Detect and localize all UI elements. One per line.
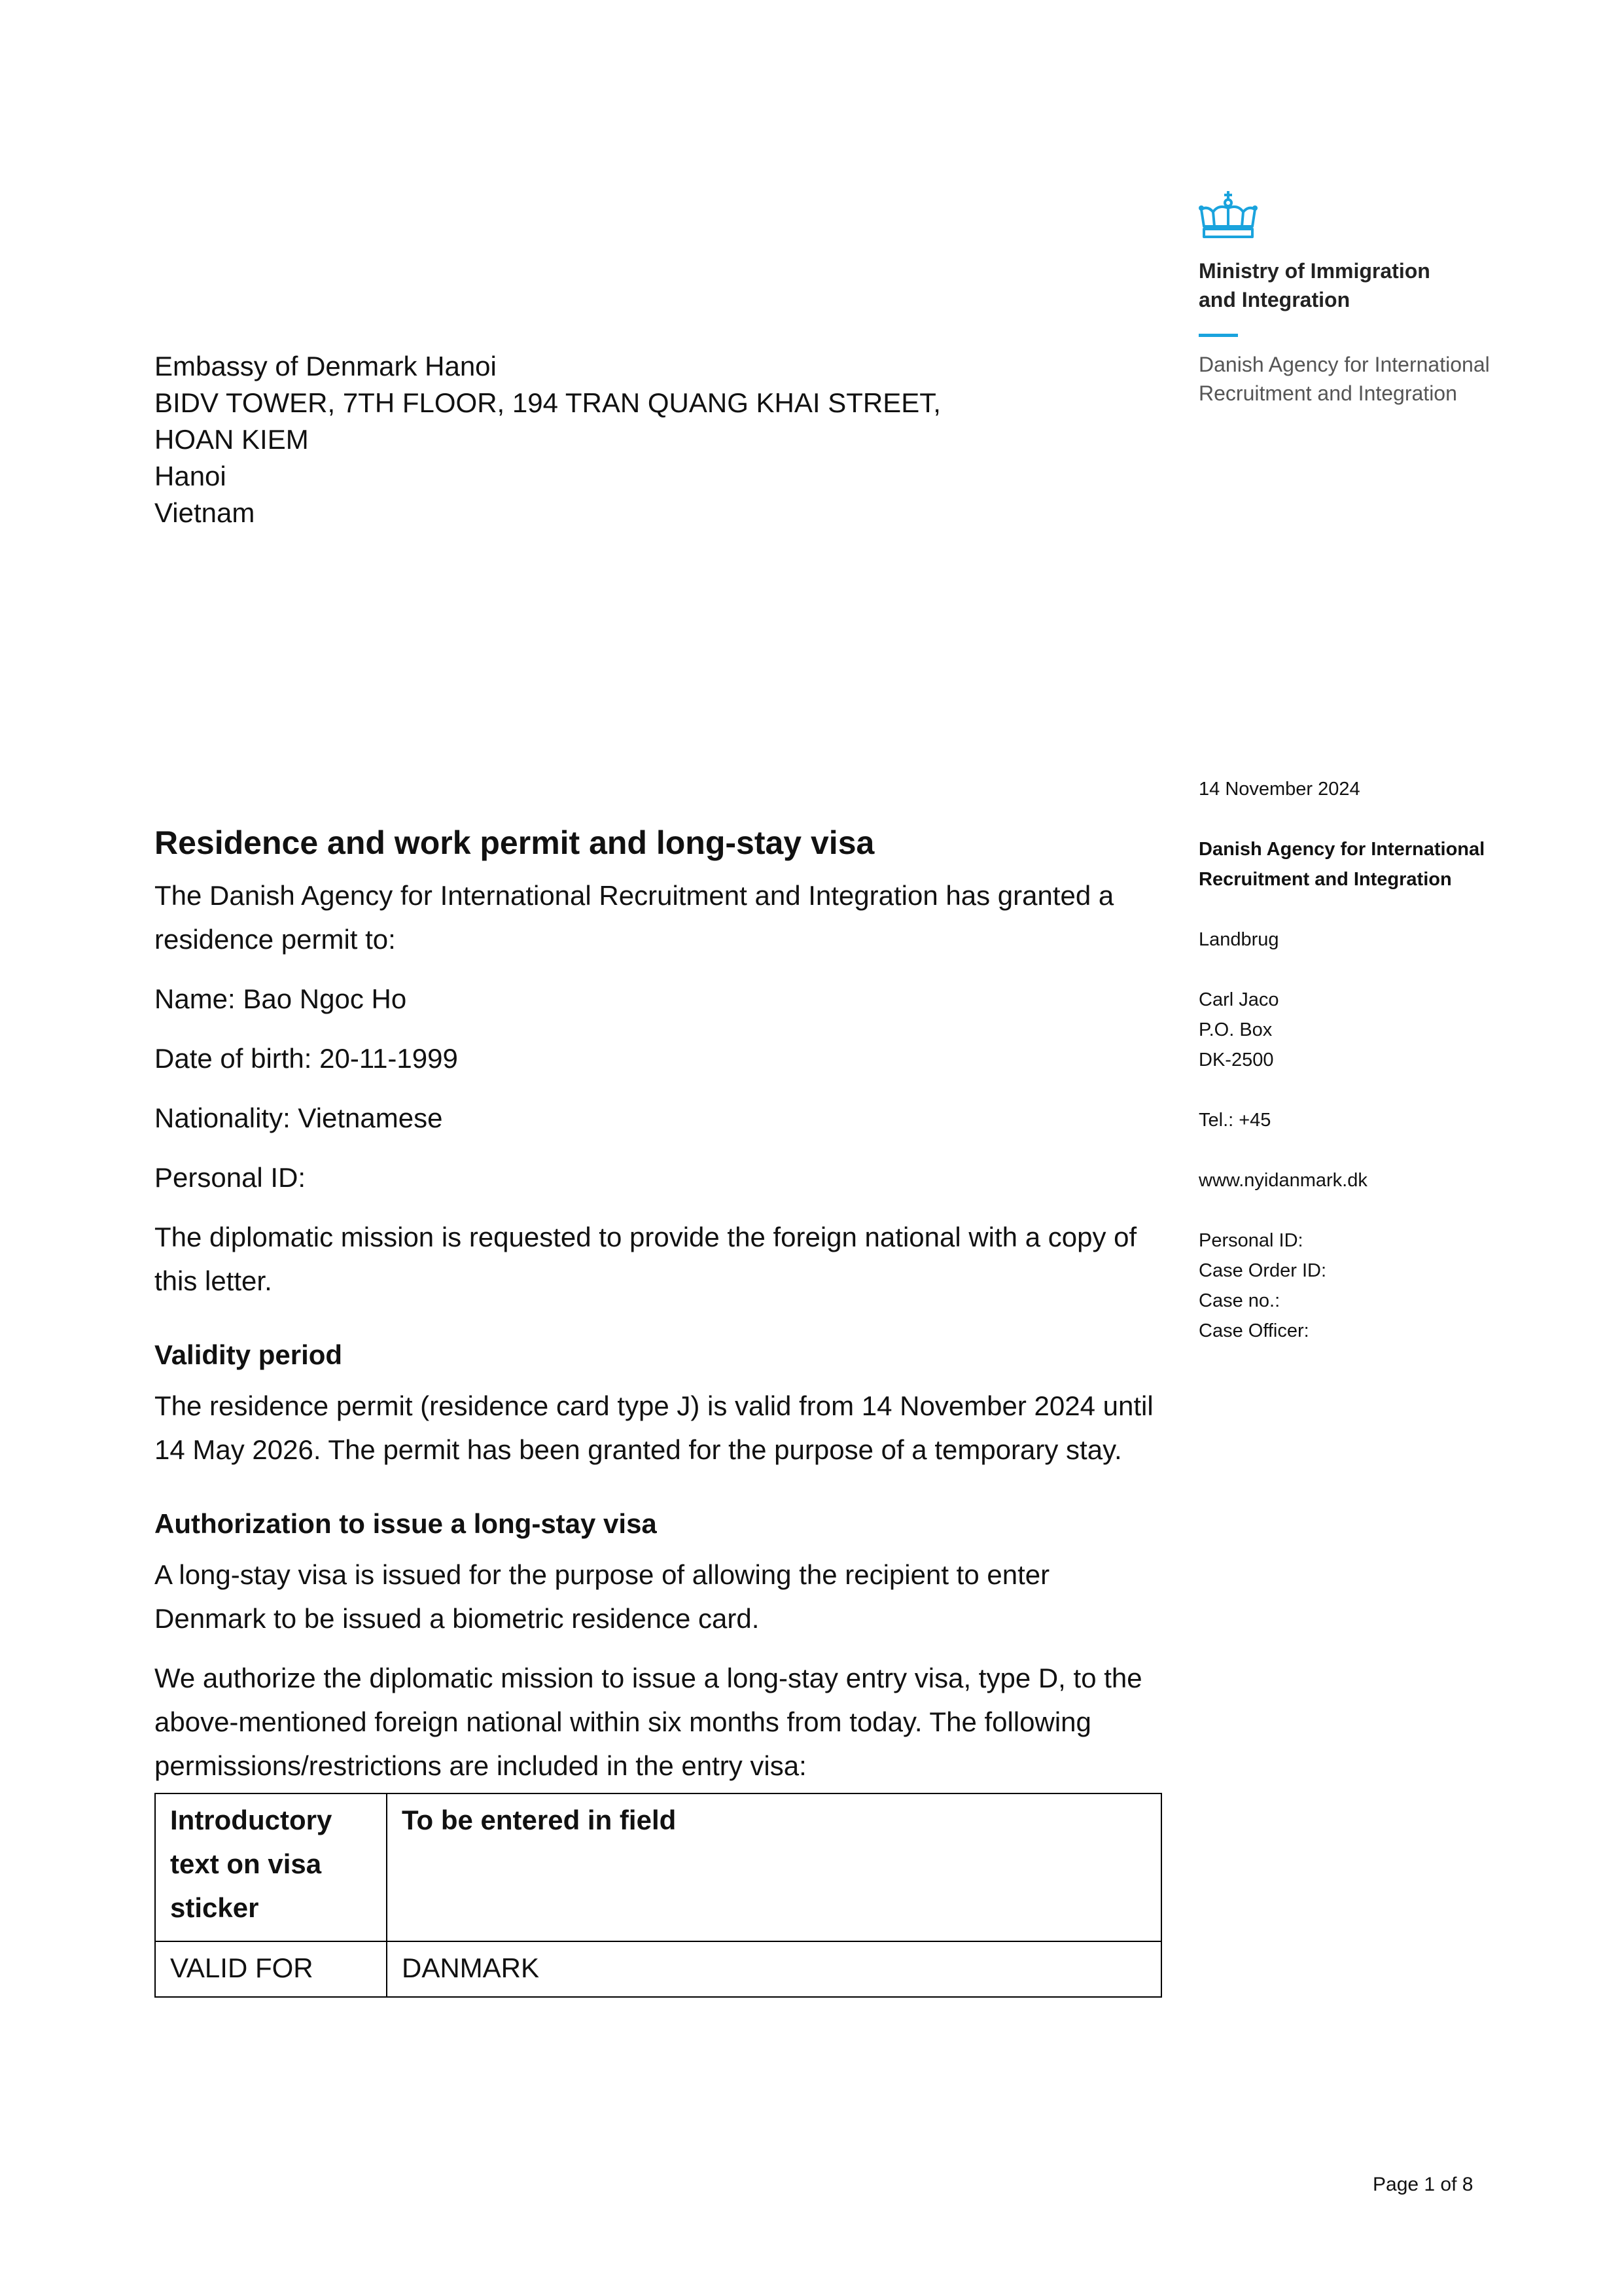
visa-sticker-table xyxy=(154,1793,1162,1998)
table-header-cell: To be entered in field xyxy=(387,1793,1161,1941)
sender-info-sidebar xyxy=(1199,774,1565,1346)
sidebar-case-officer: Case Officer: xyxy=(1199,1320,1309,1341)
sender-agency-line2: Recruitment and Integration xyxy=(1199,869,1452,890)
request-paragraph: The diplomatic mission is requested to provide the foreign national with a copy of this letter. xyxy=(154,1222,1137,1296)
applicant-date-of-birth: Date of birth: 20-11-1999 xyxy=(154,1043,458,1074)
recipient-line: Embassy of Denmark Hanoi xyxy=(154,351,497,381)
recipient-line: BIDV TOWER, 7TH FLOOR, 194 TRAN QUANG KHAI STREET, xyxy=(154,387,941,418)
page-number: Page 1 of 8 xyxy=(1373,2174,1474,2195)
table-cell: VALID FOR xyxy=(155,1941,387,1997)
ministry-logo xyxy=(1199,190,1539,408)
recipient-line: HOAN KIEM xyxy=(154,424,309,455)
recipient-line: Vietnam xyxy=(154,497,255,528)
agency-name-line2: Recruitment and Integration xyxy=(1199,381,1457,405)
sender-address-line: P.O. Box xyxy=(1199,1019,1273,1040)
sender-address-line: Carl Jaco xyxy=(1199,989,1279,1010)
sender-website-link[interactable]: www.nyidanmark.dk xyxy=(1199,1170,1368,1191)
table-header-cell: Introductory text on visa sticker xyxy=(155,1793,387,1941)
applicant-nationality: Nationality: Vietnamese xyxy=(154,1103,443,1133)
sidebar-case-no: Case no.: xyxy=(1199,1290,1280,1311)
letter-body xyxy=(154,821,1162,1998)
agency-name xyxy=(1199,350,1539,408)
letter-title: Residence and work permit and long-stay visa xyxy=(154,824,875,861)
sender-address-line: DK-2500 xyxy=(1199,1050,1274,1070)
applicant-name: Name: Bao Ngoc Ho xyxy=(154,983,407,1014)
ministry-name-line2: and Integration xyxy=(1199,288,1350,311)
intro-paragraph: The Danish Agency for International Recruitment and Integration has granted a residence permit to: xyxy=(154,880,1114,955)
sender-telephone: Tel.: +45 xyxy=(1199,1110,1271,1131)
ministry-name-line1: Ministry of Immigration xyxy=(1199,259,1430,283)
recipient-address xyxy=(154,348,941,531)
sidebar-personal-id: Personal ID: xyxy=(1199,1230,1303,1251)
sidebar-case-order-id: Case Order ID: xyxy=(1199,1260,1326,1281)
letter-date: 14 November 2024 xyxy=(1199,779,1360,800)
validity-heading: Validity period xyxy=(154,1339,343,1370)
ministry-name xyxy=(1199,256,1539,314)
recipient-line: Hanoi xyxy=(154,461,226,491)
applicant-personal-id: Personal ID: xyxy=(154,1162,306,1193)
logo-divider xyxy=(1199,334,1238,337)
table-header-row xyxy=(155,1793,1161,1941)
crown-icon xyxy=(1199,190,1258,242)
authorization-heading: Authorization to issue a long-stay visa xyxy=(154,1508,657,1539)
validity-paragraph: The residence permit (residence card type J) is valid from 14 November 2024 until 14 May 2026. The permit has been granted for the purpose of a temporary stay. xyxy=(154,1390,1154,1465)
sender-department: Landbrug xyxy=(1199,929,1279,950)
table-cell: DANMARK xyxy=(387,1941,1161,1997)
table-row xyxy=(155,1941,1161,1997)
sender-agency-line1: Danish Agency for International xyxy=(1199,839,1485,860)
agency-name-line1: Danish Agency for International xyxy=(1199,353,1490,376)
authorization-paragraph: A long-stay visa is issued for the purpose of allowing the recipient to enter Denmark to be issued a biometric residence card. xyxy=(154,1559,1050,1634)
authorization-paragraph: We authorize the diplomatic mission to issue a long-stay entry visa, type D, to the above-mentioned foreign national within six months from today. The following permissions/restrictions are included in the entry visa: xyxy=(154,1663,1142,1781)
